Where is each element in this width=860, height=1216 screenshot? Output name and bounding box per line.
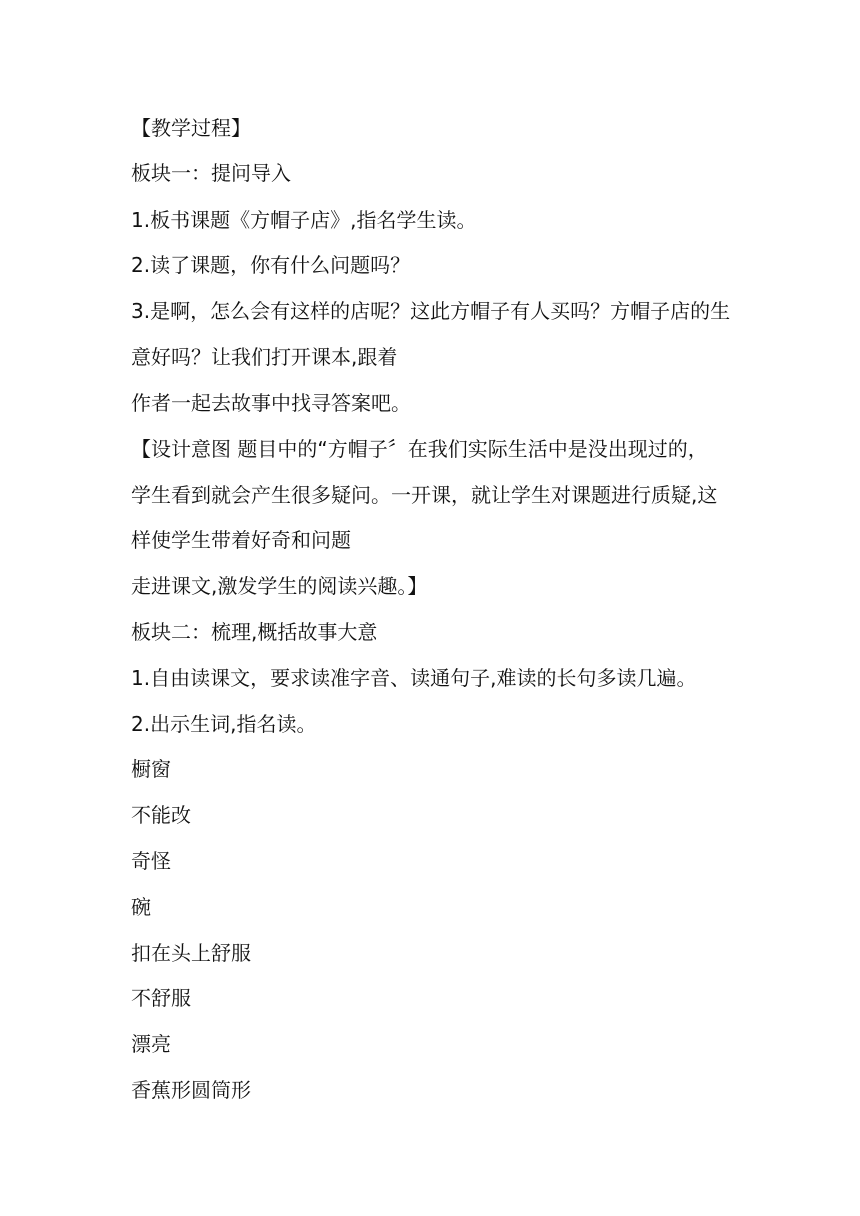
design-intent-line-3: 样使学生带着好奇和问题 — [131, 528, 351, 552]
section1-title: 板块一：提问导入 — [131, 161, 291, 185]
section1-item-1: 1.板书课题《方帽子店》,指名学生读。 — [131, 208, 477, 232]
vocab-word-7: 漂亮 — [131, 1032, 171, 1056]
design-intent-line-4: 走进课文,激发学生的阅读兴趣。】 — [131, 574, 428, 598]
section1-item-2: 2.读了课题，你有什么问题吗？ — [131, 253, 411, 277]
section-heading: 【教学过程】 — [131, 116, 251, 140]
vocab-word-4: 碗 — [131, 895, 151, 919]
section2-item-2: 2.出示生词,指名读。 — [131, 712, 317, 736]
vocab-word-1: 橱窗 — [131, 757, 171, 781]
vocab-word-8: 香蕉形圆筒形 — [131, 1078, 251, 1102]
section1-item-3-line-1: 3.是啊，怎么会有这样的店呢？这此方帽子有人买吗？方帽子店的生 — [131, 299, 731, 323]
vocab-word-3: 奇怪 — [131, 849, 171, 873]
vocab-word-5: 扣在头上舒服 — [131, 941, 251, 965]
section1-item-3-line-2: 意好吗？让我们打开课本,跟着 — [131, 345, 398, 369]
section2-item-1: 1.自由读课文，要求读准字音、读通句子,难读的长句多读几遍。 — [131, 666, 697, 690]
design-intent-line-2: 学生看到就会产生很多疑问。一开课，就让学生对课题进行质疑,这 — [131, 483, 718, 507]
vocab-word-6: 不舒服 — [131, 986, 191, 1010]
vocab-word-2: 不能改 — [131, 803, 191, 827]
section2-title: 板块二：梳理,概括故事大意 — [131, 620, 378, 644]
design-intent-line-1: 【设计意图 题目中的“方帽子〞在我们实际生活中是没出现过的， — [131, 437, 708, 461]
section1-item-3-line-3: 作者一起去故事中找寻答案吧。 — [131, 391, 411, 415]
